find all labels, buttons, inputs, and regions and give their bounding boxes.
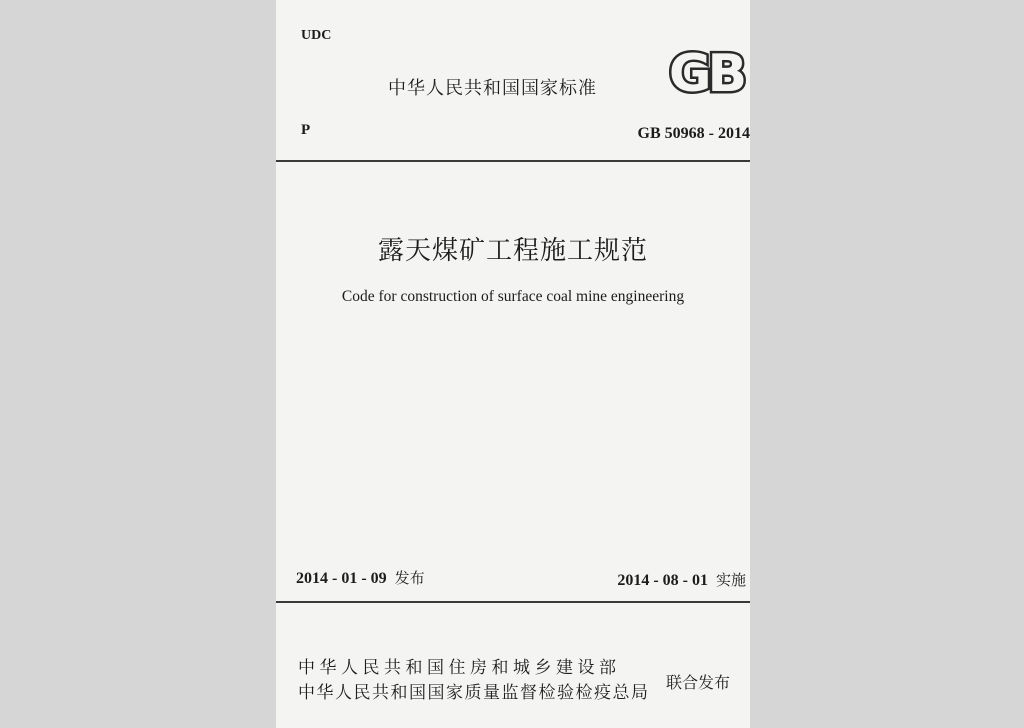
publish-label: 发布 — [394, 569, 425, 587]
gb-logo-icon — [660, 44, 752, 100]
implement-info — [617, 569, 746, 590]
national-standard-heading: 中华人民共和国国家标准 — [388, 78, 597, 99]
svg-text:GB: GB — [668, 44, 744, 100]
issuer-aqsiq: 中华人民共和国国家质量监督检验检疫总局 — [298, 683, 650, 703]
publish-info — [296, 567, 425, 588]
implement-date: 2014 - 08 - 01 — [617, 572, 708, 589]
title-english: Code for construction of surface coal mine engineering — [341, 288, 685, 305]
classification-code: P — [301, 122, 311, 138]
issuer-ministry-housing: 中华人民共和国住房和城乡建设部 — [298, 658, 621, 678]
header-divider — [276, 160, 750, 162]
standard-cover-page — [276, 0, 750, 728]
joint-issue-label: 联合发布 — [666, 673, 731, 692]
implement-label: 实施 — [715, 571, 746, 589]
footer-divider — [276, 601, 750, 603]
title-chinese: 露天煤矿工程施工规范 — [377, 236, 648, 266]
issuers — [298, 656, 650, 706]
publish-date: 2014 - 01 - 09 — [296, 570, 387, 587]
standard-number: GB 50968 - 2014 — [637, 125, 750, 142]
udc-label: UDC — [301, 28, 332, 43]
